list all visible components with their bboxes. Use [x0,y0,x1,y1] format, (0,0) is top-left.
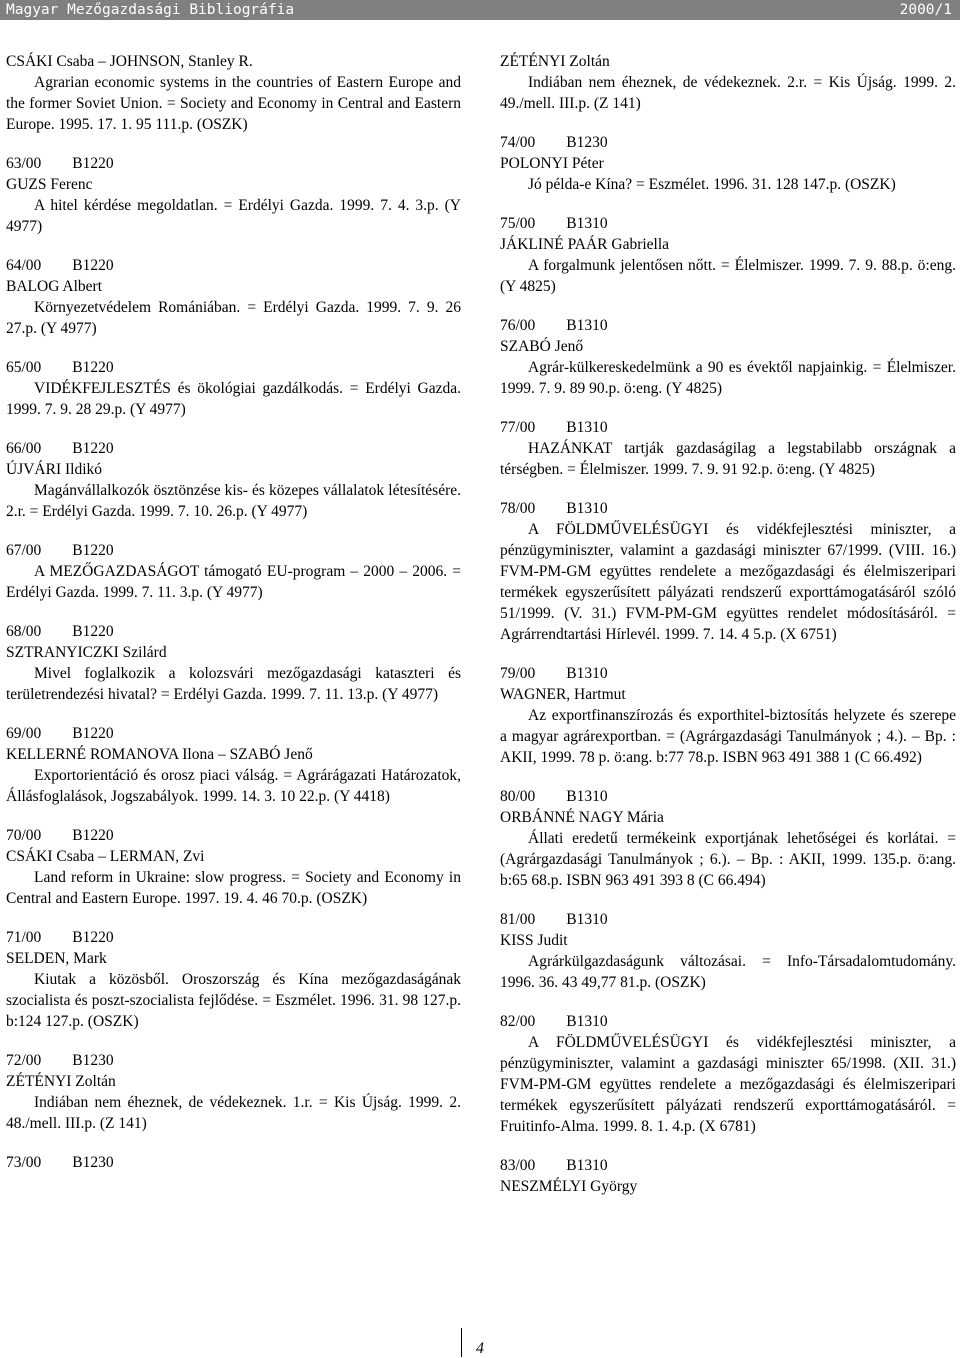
entry-code: 76/00 B1310 [500,317,608,334]
entry-title: VIDÉKFEJLESZTÉS és ökológiai gazdálkodás. = Erdélyi Gazda. 1999. 7. 9. 28 29.p. (Y 4977) [6,380,461,418]
entry-code: 64/00 B1220 [6,257,114,274]
bibliography-entry [500,1155,956,1197]
entry-author: GUZS Ferenc [6,176,93,193]
entry-code: 67/00 B1220 [6,542,114,559]
bibliography-entry [6,825,461,909]
entry-author: ORBÁNNÉ NAGY Mária [500,809,664,826]
page-header [0,0,960,20]
bibliography-entry [6,357,461,420]
entry-code: 72/00 B1230 [6,1052,114,1069]
bibliography-entry [6,621,461,705]
bibliography-entry [500,498,956,645]
bibliography-entry [6,438,461,522]
bibliography-entry [500,663,956,768]
entry-author: CSÁKI Csaba – JOHNSON, Stanley R. [6,53,253,70]
entry-title: Mivel foglalkozik a kolozsvári mezőgazdasági kataszteri és területrendezési hivatal? = Erdélyi Gazda. 1999. 7. 11. 13.p. (Y 4977) [6,665,461,703]
bibliography-entry [6,723,461,807]
entry-code: 77/00 B1310 [500,419,608,436]
entry-title: Land reform in Ukraine: slow progress. = Society and Economy in Central and Eastern Europe. 1997. 19. 4. 46 70.p. (OSZK) [6,869,461,907]
entry-code: 74/00 B1230 [500,134,608,151]
entry-author: POLONYI Péter [500,155,604,172]
entry-author: ZÉTÉNYI Zoltán [500,53,610,70]
entry-code: 68/00 B1220 [6,623,114,640]
entry-code: 70/00 B1220 [6,827,114,844]
left-column [6,51,461,1191]
entry-title: Magánvállalkozók ösztönzése kis- és közepes vállalatok létesítésére. 2.r. = Erdélyi Gazda. 1999. 7. 10. 26.p. (Y 4977) [6,482,461,520]
bibliography-entry [6,255,461,339]
entry-title: A MEZŐGAZDASÁGOT támogató EU-program – 2000 – 2006. = Erdélyi Gazda. 1999. 7. 11. 3.p. (Y 4977) [6,563,461,601]
entry-author: CSÁKI Csaba – LERMAN, Zvi [6,848,205,865]
bibliography-entry [6,51,461,135]
entry-title: A hitel kérdése megoldatlan. = Erdélyi Gazda. 1999. 7. 4. 3.p. (Y 4977) [6,197,461,235]
bibliography-entry [500,315,956,399]
entry-code: 75/00 B1310 [500,215,608,232]
bibliography-entry [6,1050,461,1134]
entry-author: NESZMÉLYI György [500,1178,638,1195]
entry-title: A forgalmunk jelentősen nőtt. = Élelmiszer. 1999. 7. 9. 88.p. ö:eng. (Y 4825) [500,257,956,295]
entry-code: 78/00 B1310 [500,500,608,517]
bibliography-entry [500,213,956,297]
entry-author: SZABÓ Jenő [500,338,584,355]
entry-title: Exportorientáció és orosz piaci válság. = Agrárágazati Határozatok, Állásfoglalások, Jogszabályok. 1999. 14. 3. 10 22.p. (Y 4418) [6,767,461,805]
footer-divider [461,1328,462,1357]
entry-author: WAGNER, Hartmut [500,686,626,703]
entry-author: BALOG Albert [6,278,103,295]
bibliography-entry [500,51,956,114]
bibliography-entry [500,909,956,993]
entry-code: 63/00 B1220 [6,155,114,172]
entry-author: SZTRANYICZKI Szilárd [6,644,167,661]
entry-code: 65/00 B1220 [6,359,114,376]
entry-code: 80/00 B1310 [500,788,608,805]
bibliography-entry [500,1011,956,1137]
entry-code: 73/00 B1230 [6,1154,114,1171]
entry-author: ÚJVÁRI Ildikó [6,461,103,478]
bibliography-entry [500,132,956,195]
entry-author: KELLERNÉ ROMANOVA Ilona – SZABÓ Jenő [6,746,313,763]
entry-author: SELDEN, Mark [6,950,107,967]
bibliography-entry [6,540,461,603]
entry-title: Agrarian economic systems in the countries of Eastern Europe and the former Soviet Union. = Society and Economy in Central and Eastern Europe. 1995. 17. 1. 95 111.p. (OSZK) [6,74,461,133]
entry-author: ZÉTÉNYI Zoltán [6,1073,116,1090]
entry-title: Indiában nem éheznek, de védekeznek. 1.r. = Kis Újság. 1999. 2. 48./mell. III.p. (Z 141) [6,1094,461,1132]
entry-code: 81/00 B1310 [500,911,608,928]
entry-author: KISS Judit [500,932,568,949]
right-column [500,51,956,1215]
entry-code: 79/00 B1310 [500,665,608,682]
entry-code: 82/00 B1310 [500,1013,608,1030]
entry-code: 71/00 B1220 [6,929,114,946]
entry-title: Környezetvédelem Romániában. = Erdélyi Gazda. 1999. 7. 9. 26 27.p. (Y 4977) [6,299,461,337]
bibliography-entry [500,786,956,891]
bibliography-entry [6,153,461,237]
entry-title: A FÖLDMŰVELÉSÜGYI és vidékfejlesztési miniszter, a pénzügyminiszter, valamint a gazdasági miniszter 67/1999. (VIII. 16.) FVM-PM-GM együttes rendelete a mezőgazdasági és élelmiszeripari termékek egyszerűsített pályázati rendszerű exporttámogatásáról szóló 51/1999. (V. 31.) FVM-PM-GM együttes rendelet módosításáról. = Agrárrendtartási Hírlevél. 1999. 7. 14. 4 5.p. (X 6751) [500,521,956,643]
entry-title: A FÖLDMŰVELÉSÜGYI és vidékfejlesztési miniszter, a pénzügyminiszter, valamint a gazdasági miniszter 65/1998. (XII. 31.) FVM-PM-GM együttes rendelete a mezőgazdasági és élelmiszeripari termékek egyszerűsített pályázati rendszerű exporttámogatásáról. = Fruitinfo-Alma. 1999. 8. 1. 4.p. (X 6781) [500,1034,956,1135]
page-number: 4 [476,1340,484,1357]
entry-title: HAZÁNKAT tartják gazdaságilag a legstabilabb országnak a térségben. = Élelmiszer. 1999. 7. 9. 91 92.p. ö:eng. (Y 4825) [500,440,956,478]
journal-title: Magyar Mezőgazdasági Bibliográfia [6,2,295,18]
bibliography-entry [6,1152,461,1173]
entry-author: JÁKLINÉ PAÁR Gabriella [500,236,670,253]
entry-code: 66/00 B1220 [6,440,114,457]
entry-code: 69/00 B1220 [6,725,114,742]
bibliography-entry [6,927,461,1032]
entry-title: Agrár-külkereskedelmünk a 90 es évektől napjainkig. = Élelmiszer. 1999. 7. 9. 89 90.p. ö:eng. (Y 4825) [500,359,956,397]
entry-title: Agrárkülgazdaságunk változásai. = Info-Társadalomtudomány. 1996. 36. 43 49,77 81.p. (OSZK) [500,953,956,991]
entry-title: Kiutak a közösből. Oroszország és Kína mezőgazdaságának szocialista és poszt-szocialista fejlődése. = Eszmélet. 1996. 31. 98 127.p. b:124 127.p. (OSZK) [6,971,461,1030]
entry-title: Jó példa-e Kína? = Eszmélet. 1996. 31. 128 147.p. (OSZK) [528,176,896,193]
issue-number: 2000/1 [899,2,952,18]
bibliography-entry [500,417,956,480]
entry-title: Indiában nem éheznek, de védekeznek. 2.r. = Kis Újság. 1999. 2. 49./mell. III.p. (Z 141) [500,74,956,112]
entry-code: 83/00 B1310 [500,1157,608,1174]
entry-title: Állati eredetű termékeink exportjának lehetőségei és korlátai. = (Agrárgazdasági Tanulmányok ; 6.). – Bp. : AKII, 1999. 135.p. ö:ang. b:65 68.p. ISBN 963 491 393 8 (C 66.494) [500,830,956,889]
entry-title: Az exportfinanszírozás és exporthitel-biztosítás helyzete és szerepe a magyar agrárexportban. = (Agrárgazdasági Tanulmányok ; 4.). – Bp. : AKII, 1999. 78 p. ö:ang. b:77 78.p. ISBN 963 491 388 1 (C 66.492) [500,707,956,766]
